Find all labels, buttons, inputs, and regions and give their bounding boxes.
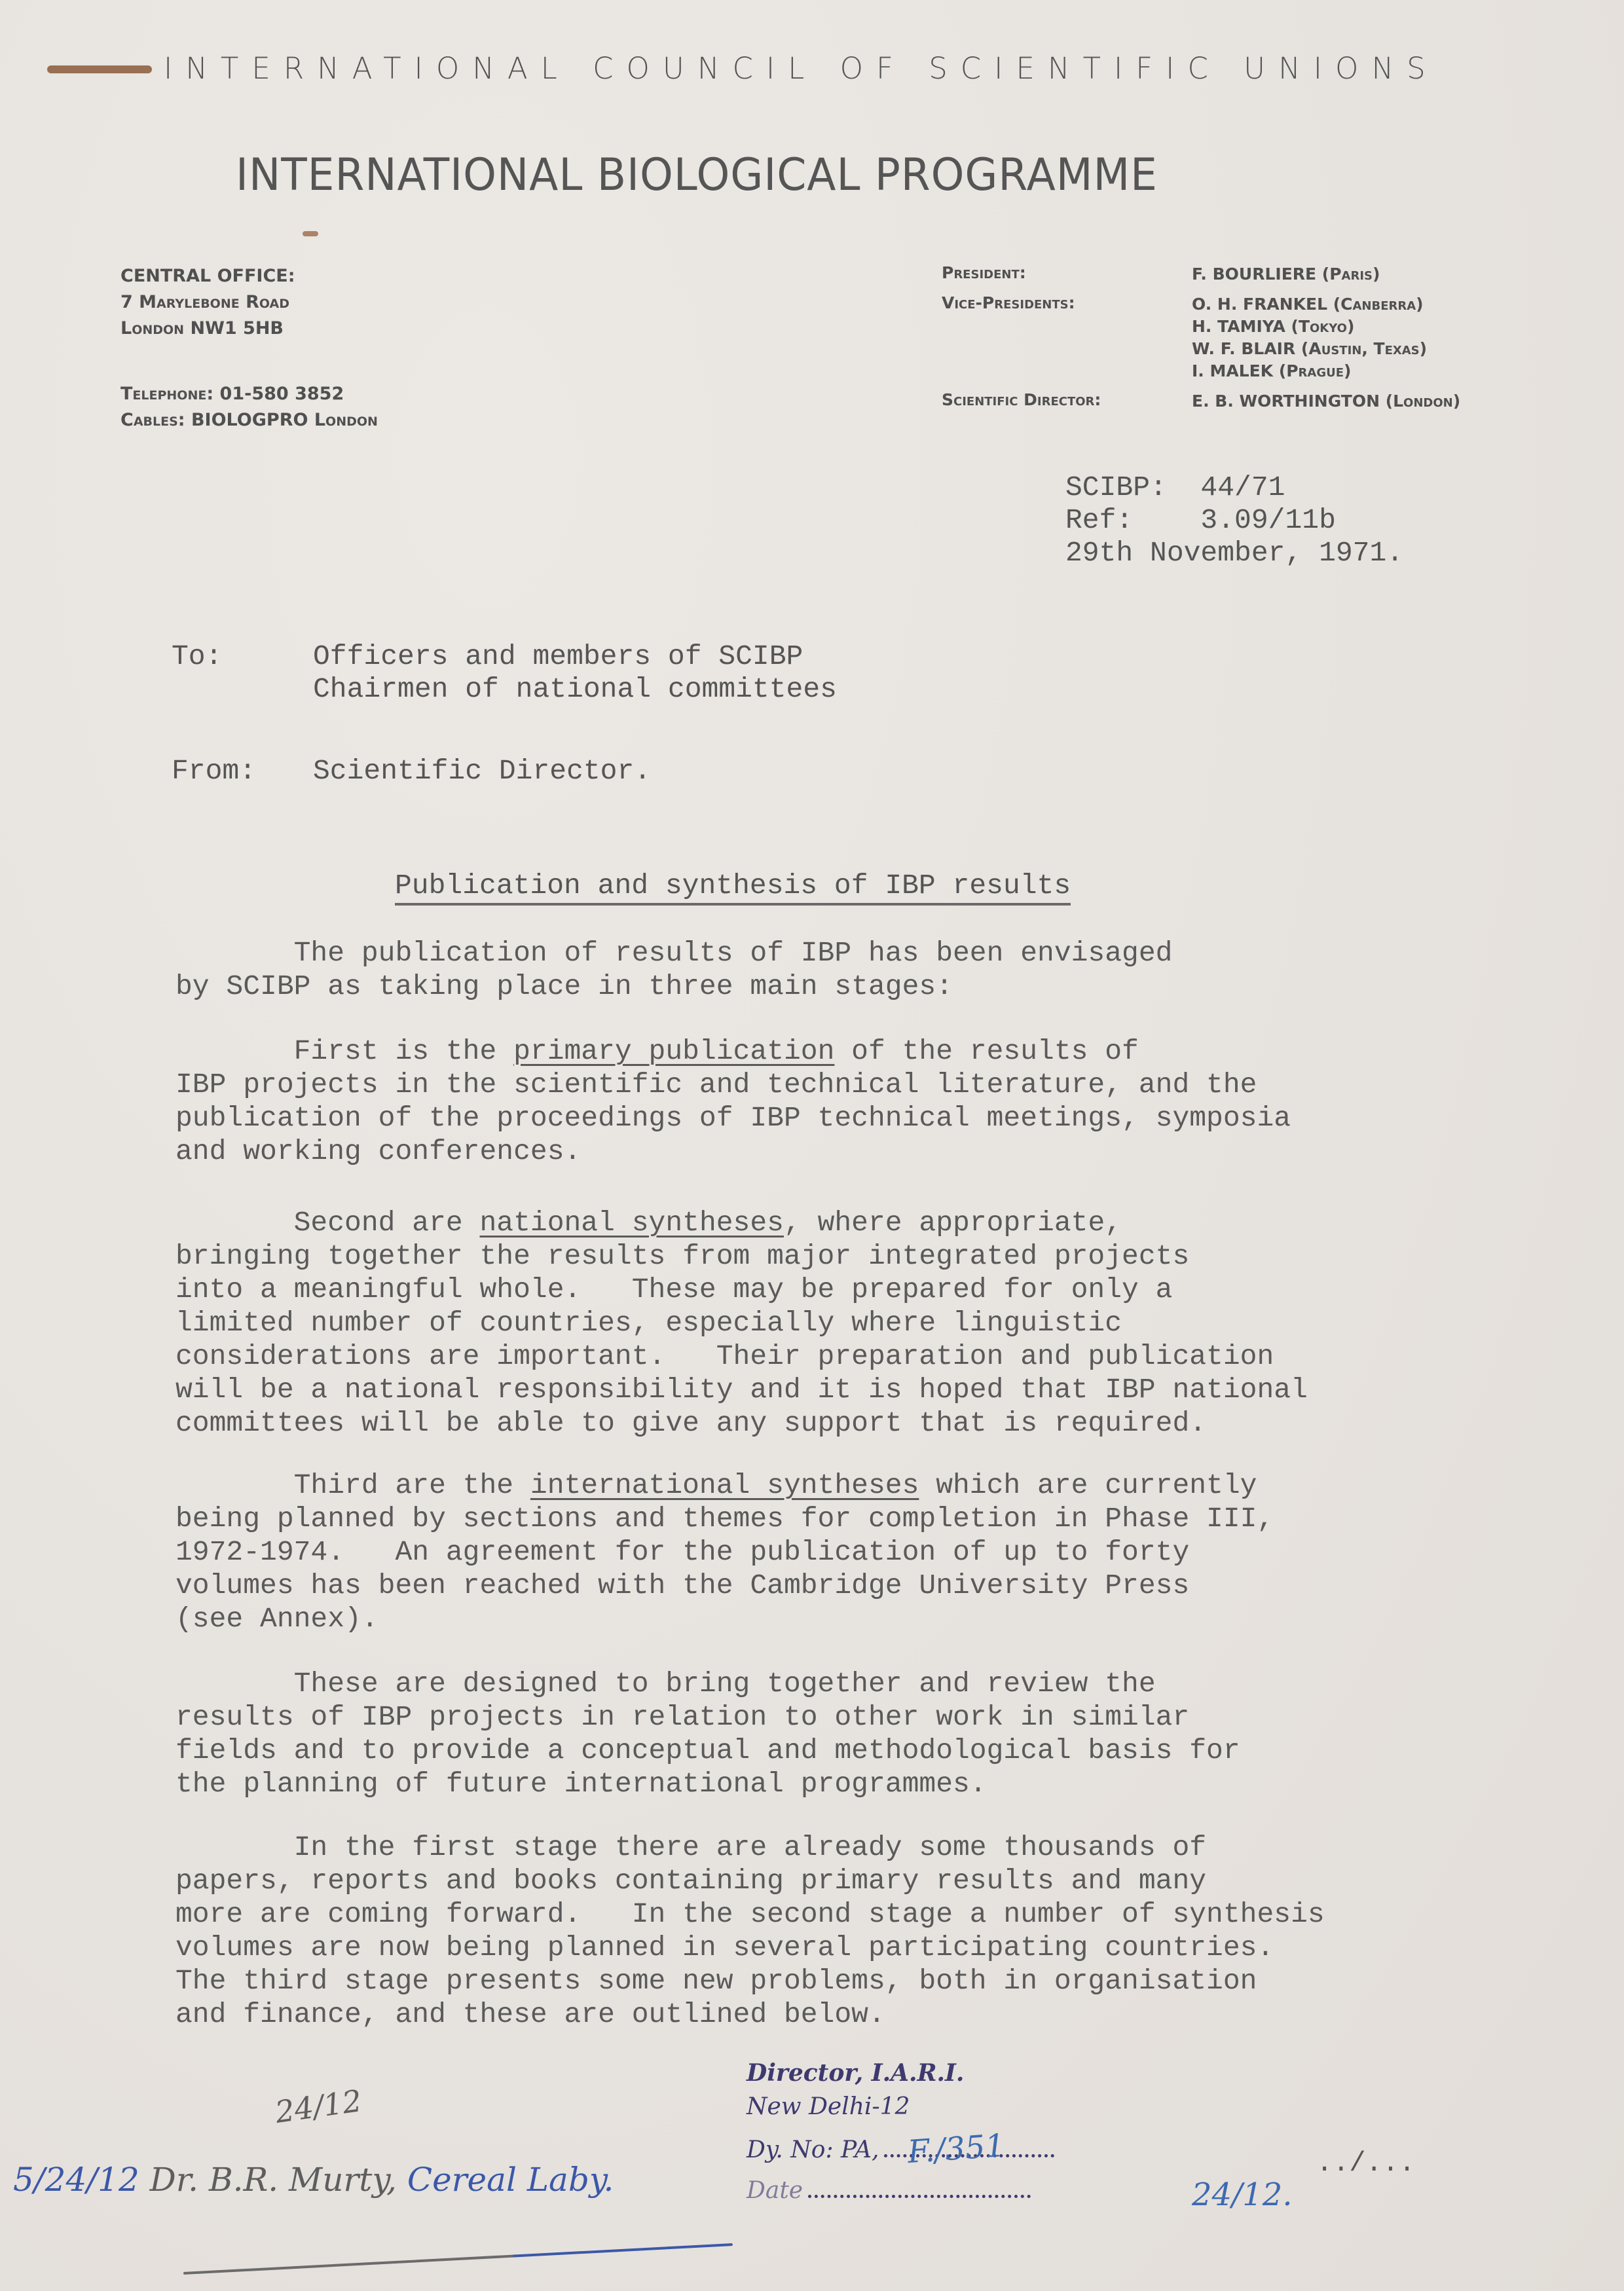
underlined-term: national syntheses [479,1207,784,1239]
central-office-label: CENTRAL OFFICE: [120,266,295,286]
note-dept: Cereal Laby. [407,2161,614,2199]
text-line: The third stage presents some new problems, both in organisation [175,1965,1257,1997]
officer-role: Vice-Presidents: [942,293,1075,312]
stamp-dy-label: Dy. No: PA, [747,2136,879,2163]
text-line: papers, reports and books containing primary results and many [175,1865,1207,1897]
text-line: (see Annex). [175,1603,378,1635]
text-line: limited number of countries, especially where linguistic [175,1307,1122,1339]
cables: Cables: BIOLOGPRO London [120,410,378,430]
reference-block [1065,471,1403,570]
handwritten-initials: 24/12 [272,2083,364,2130]
text-line: These are designed to bring together and review the [175,1668,1156,1700]
text-fragment: First is the [175,1035,514,1067]
text-line: considerations are important. Their preparation and publication [175,1340,1274,1372]
scibp-number: SCIBP: 44/71 [1065,471,1285,504]
text-fragment: , where appropriate, [783,1207,1122,1239]
text-line: fields and to provide a conceptual and methodological basis for [175,1734,1240,1767]
rust-stain [47,65,152,73]
text-line: into a meaningful whole. These may be prepared for only a [175,1274,1173,1306]
handwritten-dy-number: F./351 [906,2127,1006,2171]
officer-role: President: [942,263,1026,282]
text-line: volumes are now being planned in several participating countries. [175,1932,1274,1964]
officers-block [942,263,1460,420]
text-line: by SCIBP as taking place in three main stages: [175,970,953,1002]
paragraph-status [175,1831,1583,2031]
address-line: 7 Marylebone Road [120,292,290,312]
paragraph-third-stage [175,1469,1583,1636]
text-line: being planned by sections and themes for completion in Phase III, [175,1503,1274,1535]
officer-row [942,293,1460,382]
text-line: and finance, and these are outlined below. [175,1998,885,2030]
continuation-mark: ../... [1316,2148,1416,2179]
rust-stain [303,231,318,236]
text-line: committees will be able to give any support that is required. [175,1407,1207,1439]
text-line: bringing together the results from major integrated projects [175,1240,1190,1272]
text-line: more are coming forward. In the second stage a number of synthesis [175,1898,1325,1930]
officer-name: W. F. BLAIR (Austin, Texas) [1192,339,1428,358]
telephone: Telephone: 01-580 3852 [120,384,344,404]
text-line: The publication of results of IBP has been envisaged [175,937,1173,969]
text-line: 1972-1974. An agreement for the publication of up to forty [175,1536,1190,1568]
text-line: In the first stage there are already some thousands of [175,1831,1207,1863]
officer-name: H. TAMIYA (Tokyo) [1192,317,1355,336]
text-fragment: Third are the [175,1469,530,1501]
paragraph-intro [175,936,1583,1003]
addressing-block [172,640,837,788]
text-line: the planning of future international programmes. [175,1768,987,1800]
letter-date: 29th November, 1971. [1065,537,1404,569]
from-sender: Scientific Director. [313,755,652,787]
officer-row [942,390,1460,412]
to-recipient: Chairmen of national committees [313,673,837,705]
address-line: London NW1 5HB [120,318,284,339]
paragraph-purpose [175,1667,1583,1801]
officer-row [942,263,1460,285]
council-heading: INTERNATIONAL COUNCIL OF SCIENTIFIC UNIONS [164,51,1439,86]
text-line: IBP projects in the scientific and technical literature, and the [175,1069,1257,1101]
text-line: publication of the proceedings of IBP technical meetings, symposia [175,1102,1291,1134]
text-line: results of IBP projects in relation to other work in similar [175,1701,1190,1733]
handwritten-underline [183,2243,733,2275]
underlined-term: primary publication [513,1035,835,1067]
paragraph-first-stage [175,1035,1583,1168]
paragraph-second-stage [175,1206,1583,1440]
note-name: Dr. B.R. Murty, [149,2161,397,2199]
officer-role: Scientific Director: [942,390,1101,409]
text-line: volumes has been reached with the Cambridge University Press [175,1569,1190,1602]
from-label: From: [172,755,257,787]
text-fragment: which are currently [919,1469,1257,1501]
text-fragment: of the results of [834,1035,1139,1067]
central-office-block [120,263,378,433]
text-line: and working conferences. [175,1135,581,1167]
text-line: will be a national responsibility and it is hoped that IBP national [175,1374,1308,1406]
officer-name: F. BOURLIERE (Paris) [1192,265,1380,284]
underlined-term: international syntheses [530,1469,919,1501]
officer-name: O. H. FRANKEL (Canberra) [1192,295,1424,314]
officer-name: I. MALEK (Prague) [1192,361,1352,380]
handwritten-note [13,2161,614,2199]
stamp-city: New Delhi-12 [747,2093,910,2120]
ref-number: Ref: 3.09/11b [1065,504,1336,536]
handwritten-date: 24/12. [1192,2176,1293,2213]
text-fragment: Second are [175,1207,480,1239]
stamp-date-label: Date [747,2177,803,2204]
note-prefix: 5/24/12 [13,2161,139,2199]
officer-name: E. B. WORTHINGTON (London) [1192,392,1461,411]
to-recipient: Officers and members of SCIBP [313,640,803,672]
stamp-office: Director, I.A.R.I. [747,2059,965,2087]
programme-heading: INTERNATIONAL BIOLOGICAL PROGRAMME [236,149,1158,201]
to-label: To: [172,640,223,672]
memo-title: Publication and synthesis of IBP results [395,870,1071,906]
receipt-stamp [747,2056,1054,2208]
stamp-date-dotted-line [808,2195,1031,2198]
